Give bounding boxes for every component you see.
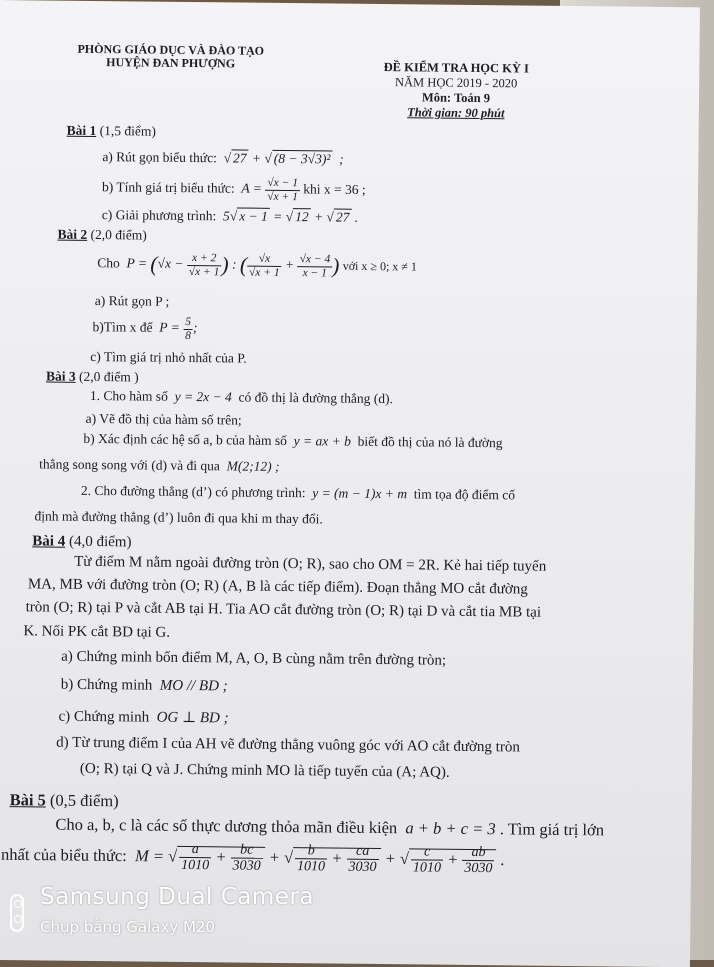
bai1-a-text: a) Rút gọn biểu thức: [102,149,217,166]
bai3-p2-text: 2. Cho đường thẳng (d’) có phương trình: [80,482,306,501]
bai2-b-text: b)Tìm x để [92,319,153,335]
bai2-condition: với x ≥ 0; x ≠ 1 [342,258,417,274]
bai3-part1 [90,388,393,407]
bai1-part-a [102,149,343,168]
bai3-b-line2-text: thẳng song song với (d) và đi qua [39,456,220,474]
bai5-expression-m: M = √ $\frac{a}{1010}$ + $\frac{bc}{3030}$ + √ $\frac{b}{1010}$ + $\frac{ca}{3030}$ + √ $\frac{c}{1010}$ + $\frac{ab}{3030}$ . [130,842,505,877]
department-line2: HUYỆN ĐAN PHƯỢNG [106,55,236,71]
school-year: NĂM HỌC 2019 - 2020 [394,75,518,91]
bai5-heading [10,790,119,811]
bai3-b-post: biết đồ thị của nó là đường [357,433,503,451]
bai5-line1-post: . Tìm giá trị lớn [499,819,605,840]
bai5-line2-text: nhất của biểu thức: [0,844,127,866]
bai1-b-condition: khi x = 36 ; [303,181,366,198]
camera-watermark-brand: Samsung Dual Camera [40,884,314,910]
bai3-points: (2,0 điểm ) [79,368,139,385]
bai2-part-c: c) Tìm giá trị nhỏ nhất của P. [90,348,247,366]
exam-title: ĐỀ KIỂM TRA HỌC KỲ I [383,60,530,76]
bai3-part-b [83,431,502,451]
bai5-points: (0,5 điểm) [49,790,119,811]
bai4-c-text: c) Chứng minh [58,708,150,726]
department-line1: PHÒNG GIÁO DỤC VÀ ĐÀO TẠO [77,41,265,58]
bai4-part-a: a) Chứng minh bốn điểm M, A, O, B cùng nằm trên đường tròn; [61,648,447,669]
bai1-part-c [102,207,359,226]
bai3-heading [46,369,139,386]
dual-camera-icon [10,894,24,932]
bai1-title: Bài 1 [66,122,97,139]
bai3-p1-text: 1. Cho hàm số [89,387,168,404]
bai4-line3: tròn (O; R) tại P và cắt AB tại H. Tia AO cắt đường tròn (O; R) tại D và cắt tia MB tại [25,599,542,621]
bai1-c-text: c) Giải phương trình: [101,207,217,224]
bai1-points: (1,5 điểm) [99,123,156,139]
bai2-intro-text: Cho [97,255,120,271]
bai3-title: Bài 3 [45,368,76,384]
camera-watermark-model: Chụp bằng Galaxy M20 [40,918,216,936]
bai3-b-text: b) Xác định các hệ số a, b của hàm số [83,430,288,449]
bai1-c-formula: 5√ x − 1 = √ 12 + √ 27 . [219,208,359,225]
bai5-line1 [55,815,604,841]
bai2-points: (2,0 điểm) [90,226,147,243]
bai1-part-b [102,175,366,204]
bai3-part2 [81,483,515,504]
bai4-b-formula: MO // BD ; [155,677,228,695]
bai4-points: (4,0 điểm) [68,533,132,551]
bai4-part-d-line2: (O; R) tại Q và J. Chứng minh MO là tiếp tuyến của (A; AQ). [79,760,450,781]
bai1-heading [67,123,156,140]
duration: Thời gian: 90 phút [407,105,505,121]
bai4-line2: MA, MB với đường tròn (O; R) (A, B là các tiếp điểm). Đoạn thẳng MO cắt đường [27,576,528,598]
bai3-b-formula: y = ax + b [290,433,355,449]
bai4-part-d-line1: d) Từ trung điểm I của AH vẽ đường thẳng vuông góc với AO cắt đường tròn [56,734,520,756]
bai3-p2-post: tìm tọa độ điểm cố [413,486,516,503]
bai4-part-b [61,677,228,696]
bai4-title: Bài 4 [32,533,66,550]
bai3-part-b-line2 [39,456,280,475]
bai5-title: Bài 5 [9,790,46,810]
bai4-heading [32,533,131,551]
bai4-part-c [58,707,228,728]
bai3-p2-formula: y = (m − 1)x + m [308,485,411,502]
bai2-part-b [92,315,197,342]
bai4-line4: K. Nối PK cắt BD tại G. [23,623,171,641]
bai3-p1-post: có đồ thị là đường thẳng (d). [238,389,393,407]
bai4-b-text: b) Chứng minh [60,676,153,694]
bai2-title: Bài 2 [57,226,88,242]
bai5-line1-text: Cho a, b, c là các số thực dương thỏa mãn điều kiện [55,814,398,838]
department-header [77,43,264,71]
bai4-c-formula: OG ⊥ BD ; [152,709,229,727]
bai3-p1-formula: y = 2x − 4 [171,388,236,405]
bai2-part-a: a) Rút gọn P ; [94,293,170,309]
bai2-intro [97,251,417,281]
bai5-condition: a + b + c = 3 [401,818,496,839]
bai2-b-formula: P = $\frac{5}{8}$ ; [155,315,198,342]
bai5-line2 [1,840,505,877]
bai1-b-formula: A = $\frac{√x - 1}{√x + 1}$ [238,176,299,203]
bai2-formula-p: P = (√x − $\frac{x + 2}{√x + 1}$ ) : ( $\frac{√x}{√x + 1}$ + $\frac{√x - 4}{x - 1}$ ) [123,252,340,280]
bai2-heading [57,227,146,244]
bai1-a-formula: √ 27 + √ (8 − 3√3)² ; [220,150,344,167]
exam-header [361,60,552,122]
bai4-line1: Từ điểm M nằm ngoài đường tròn (O; R), sao cho OM = 2R. Kẻ hai tiếp tuyến [74,553,547,575]
bai3-b-point: M(2;12) ; [223,458,280,474]
bai3-part2-line2: định mà đường thẳng (d’) luôn đi qua khi m thay đổi. [34,508,323,527]
bai3-part-a: a) Vẽ đồ thị của hàm số trên; [85,410,242,428]
bai1-b-text: b) Tính giá trị biểu thức: [101,179,235,196]
subject: Môn: Toán 9 [421,90,491,106]
